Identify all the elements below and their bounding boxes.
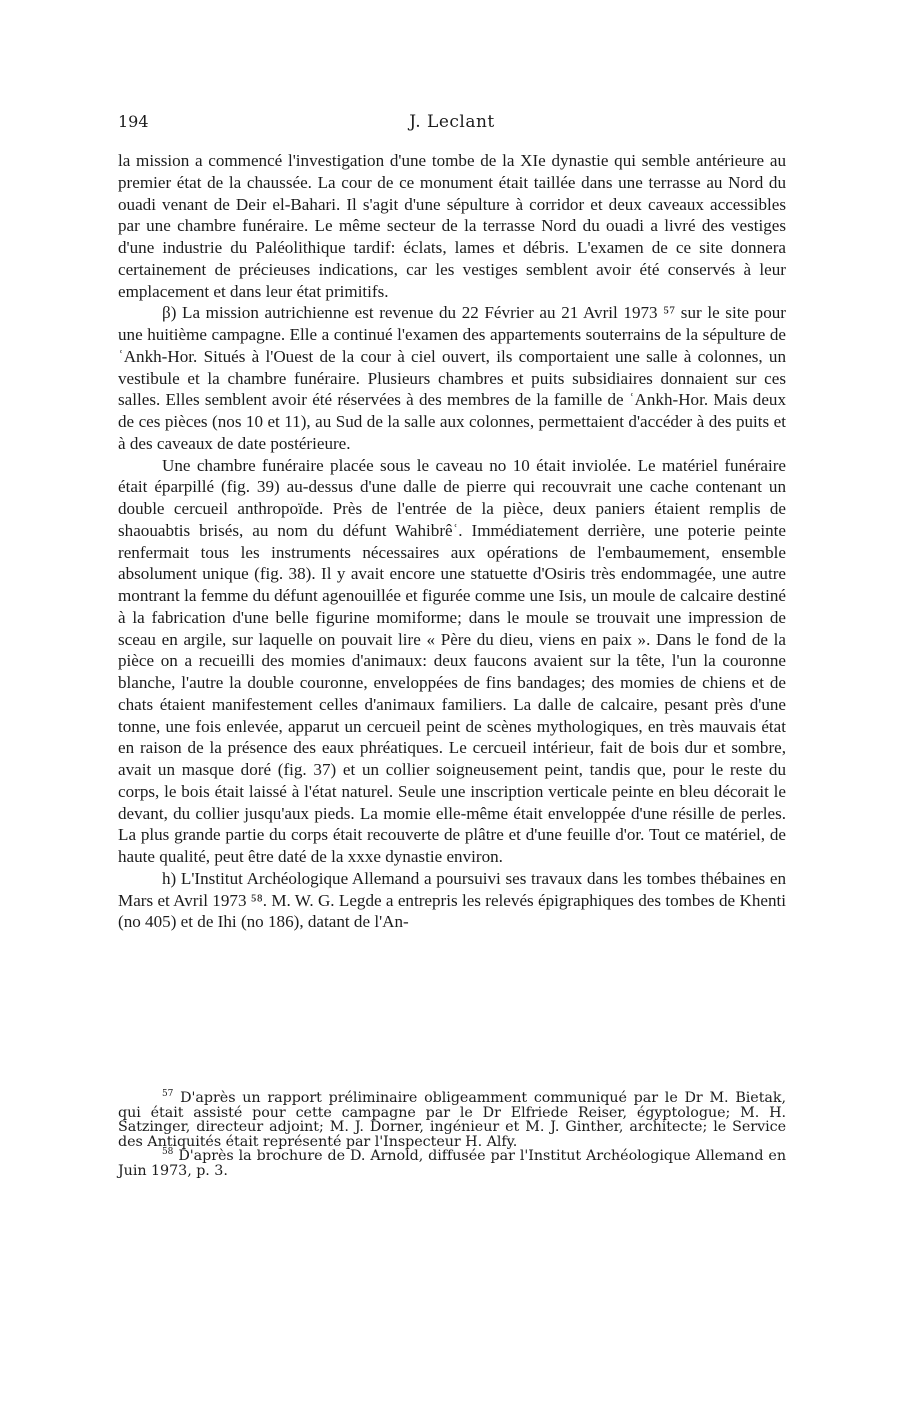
paragraph-3: Une chambre funéraire placée sous le caveau no 10 était inviolée. Le matériel funéraire était éparpillé (fig. 39) au-dessus d'une dalle de pierre qui recouvrait une cache contenant un double cercueil anthropoïde. Près de l'entrée de la pièce, deux paniers étaient remplis de shaouabtis brisés, au nom du défunt Wahibrêʿ. Immédiatement derrière, une poterie peinte renfermait tous les instruments nécessaires aux opérations de l'embaumement, ensemble absolument unique (fig. 38). Il y avait encore une statuette d'Osiris très endommagée, une autre montrant la femme du défunt agenouillée et figurée comme une Isis, un moule de calcaire destiné à la fabrication d'une belle figurine momiforme; dans le moule se trouvait une impression de sceau en argile, sur laquelle on pouvait lire « Père du dieu, viens en paix ». Dans le fond de la pièce on a recueilli des momies d'animaux: deux faucons avaient sur la tête, l'un la couronne blanche, l'autre la double couronne, enveloppées de fins bandages; des momies de chiens et de chats étaient manifestement celles d'animaux familiers. La dalle de calcaire, pesant près d'une tonne, une fois enlevée, apparut un cercueil peint de scènes mythologiques, en très mauvais état en raison de la présence des eaux phréatiques. Le cercueil intérieur, fait de bois dur et sombre, avait un masque doré (fig. 37) et un collier soigneusement peint, tandis que, pour le reste du corps, le bois était laissé à l'état naturel. Seule une inscription verticale peinte en bleu décorait le devant, du collier jusqu'aux pieds. La momie elle-même était enveloppée d'une résille de perles. La plus grande partie du corps était recouverte de plâtre et d'une feuille d'or. Tout ce matériel, de haute qualité, peut être daté de la xxxe dynastie environ. [118, 455, 786, 866]
footnotes [118, 1091, 786, 1179]
footnote-mark: 57 [162, 1089, 174, 1100]
paragraph-2: β) La mission autrichienne est revenue du 22 Février au 21 Avril 1973 ⁵⁷ sur le site pour une huitième campagne. Elle a continué l'examen des appartements souterrains de la sépulture de ʿAnkh-Hor. Situés à l'Ouest de la cour à ciel ouvert, ils comportaient une salle à colonnes, un vestibule et la chambre funéraire. Plusieurs chambres et puits subsidiaires donnaient sur ces salles. Elles semblent avoir été réservées à des membres de la famille de ʿAnkh-Hor. Mais deux de ces pièces (nos 10 et 11), au Sud de la salle aux colonnes, permettaient d'accéder à des puits et à des caveaux de date postérieure. [118, 303, 786, 453]
footnote-57 [118, 1091, 786, 1149]
footnote-58 [118, 1149, 786, 1178]
page-header [118, 112, 786, 140]
footnote-text: D'après un rapport préliminaire obligeamment communiqué par le Dr M. Bietak, qui était assisté pour cette campagne par le Dr Elfriede Reiser, égyptologue; M. H. Satzinger, directeur adjoint; M. J. Dorner, ingénieur et M. J. Ginther, architecte; le Service des Antiquités était représenté par l'Inspecteur H. Alfy. [118, 1090, 786, 1150]
running-head: J. Leclant [409, 112, 495, 132]
body-text [118, 150, 786, 933]
footnote-mark: 58 [162, 1147, 174, 1158]
footnote-text: D'après la brochure de D. Arnold, diffusée par l'Institut Archéologique Allemand en Juin 1973, p. 3. [118, 1148, 786, 1179]
paragraph-4: h) L'Institut Archéologique Allemand a poursuivi ses travaux dans les tombes thébaines en Mars et Avril 1973 ⁵⁸. M. W. G. Legde a entrepris les relevés épigraphiques des tombes de Khenti (no 405) et de Ihi (no 186), datant de l'An- [118, 868, 786, 932]
paragraph-1: la mission a commencé l'investigation d'une tombe de la XIe dynastie qui semble antérieure au premier état de la chaussée. La cour de ce monument était taillée dans une terrasse au Nord du ouadi venant de Deir el-Bahari. Il s'agit d'une sépulture à corridor et deux caveaux accessibles par une chambre funéraire. Le même secteur de la terrasse Nord du ouadi a livré des vestiges d'une industrie du Paléolithique tardif: éclats, lames et débris. L'examen de ce site donnera certainement de précieuses indications, car les vestiges semblent avoir été conservés à leur emplacement et dans leur état primitifs. [118, 151, 786, 301]
page-number: 194 [118, 112, 149, 131]
